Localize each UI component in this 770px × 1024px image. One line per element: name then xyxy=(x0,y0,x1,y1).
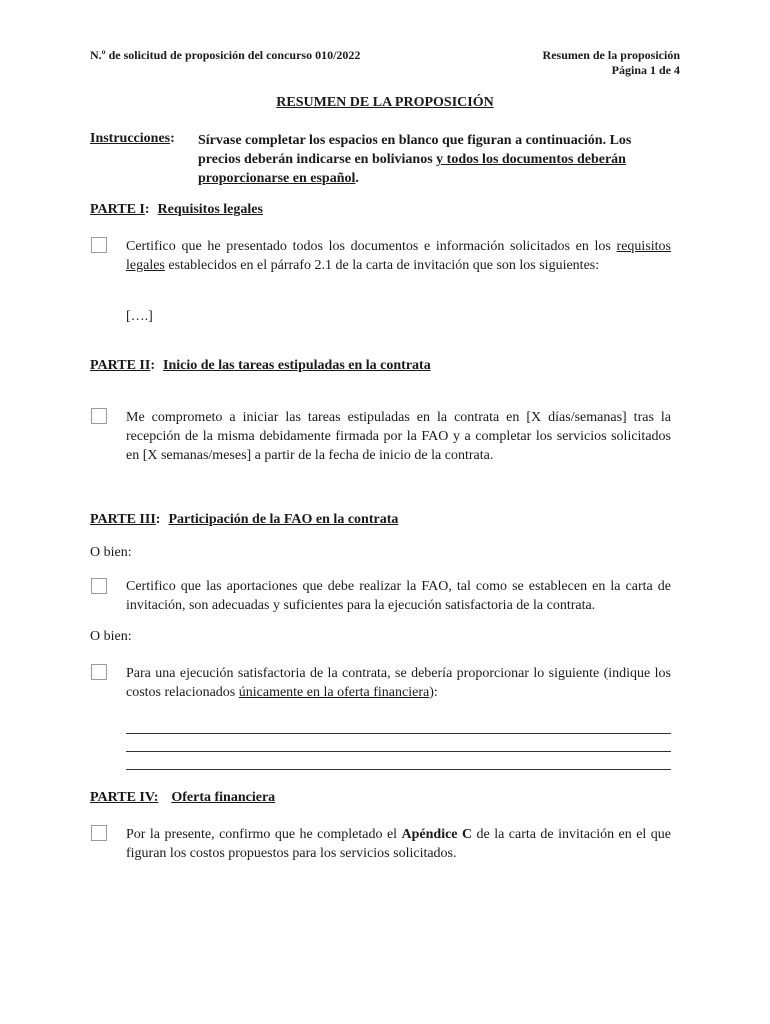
part3-title: Participación de la FAO en la contrata xyxy=(168,512,399,527)
part2-checkbox[interactable] xyxy=(91,408,107,424)
part4-paragraph xyxy=(126,825,671,863)
part4-heading xyxy=(90,790,275,806)
part1-checkbox[interactable] xyxy=(91,237,107,253)
part4-para-after: de la carta de invitación en el que figuran los costos propuestos para los servicios solicitados. xyxy=(126,827,671,861)
page-title: RESUMEN DE LA PROPOSICIÓN xyxy=(276,95,494,110)
part1-para-after: establecidos en el párrafo 2.1 de la carta de invitación que son los siguientes: xyxy=(164,258,600,273)
part3-option1-text: Certifico que las aportaciones que debe realizar la FAO, tal como se establecen en la carta de invitación, son adecuadas y suficientes para la ejecución satisfactoria de la contrata. xyxy=(126,579,671,613)
part3-heading xyxy=(90,512,398,528)
part3-financial-offer-link: únicamente en la oferta financiera xyxy=(238,685,430,700)
part2-paragraph: Me comprometo a iniciar las tareas estipuladas en la contrata en [X días/semanas] tras la recepción de la misma debidamente firmada por la FAO y a completar los servicios solicitados en [X semanas/meses] a partir de la fecha de inicio de la contrata. xyxy=(126,410,671,463)
part2-colon: : xyxy=(150,358,155,373)
part4-appendix-c: Apéndice C xyxy=(401,827,473,842)
instructions-label-text: Instrucciones xyxy=(90,131,171,146)
instructions-text xyxy=(198,131,673,188)
part1-ellipsis: [….] xyxy=(126,309,153,324)
part1-paragraph xyxy=(126,237,671,275)
part3-option2-after: ): xyxy=(429,685,438,700)
instructions-label xyxy=(90,131,175,147)
part3-option1-checkbox[interactable] xyxy=(91,578,107,594)
part3-or-label-1: O bien: xyxy=(90,545,132,560)
part3-or-label-2: O bien: xyxy=(90,629,132,644)
part3-option2-checkbox[interactable] xyxy=(91,664,107,680)
header-page-number: Página 1 de 4 xyxy=(611,63,680,77)
part4-para-before: Por la presente, confirmo que he completado el xyxy=(126,827,402,842)
part3-colon: : xyxy=(155,512,161,527)
part1-para-before: Certifico que he presentado todos los documentos e información solicitados en los xyxy=(126,239,617,254)
part1-heading xyxy=(90,202,263,218)
header-right xyxy=(543,48,680,78)
part3-label: PARTE III xyxy=(90,512,156,527)
instructions-text-plain: Sírvase completar los espacios en blanco que figuran a continuación. Los precios deberán indicarse en bolivianos xyxy=(198,133,632,167)
part3-option2-text xyxy=(126,664,671,702)
part2-title: Inicio de las tareas estipuladas en la contrata xyxy=(163,358,431,373)
instructions-text-end: . xyxy=(355,171,359,186)
part4-label: PARTE IV: xyxy=(90,790,159,805)
part1-label: PARTE I xyxy=(90,202,145,217)
part4-checkbox[interactable] xyxy=(91,825,107,841)
instructions-colon: : xyxy=(170,131,175,146)
instructions-text-underlined: y todos los documentos deberán proporcionarse en español xyxy=(198,152,626,186)
part3-option2-before: Para una ejecución satisfactoria de la contrata, se debería proporcionar lo siguiente (indique los costos relacionados xyxy=(126,666,671,700)
blank-line-2[interactable] xyxy=(126,751,671,752)
part1-colon: : xyxy=(144,202,150,217)
part2-label: PARTE II xyxy=(90,358,151,373)
part1-title: Requisitos legales xyxy=(157,202,263,217)
header-summary-label: Resumen de la proposición xyxy=(542,48,680,62)
part1-legal-requirements-link: requisitos legales xyxy=(126,239,671,273)
blank-line-1[interactable] xyxy=(126,733,671,734)
blank-line-3[interactable] xyxy=(126,769,671,770)
part4-title: Oferta financiera xyxy=(171,790,276,805)
part2-heading xyxy=(90,358,431,374)
header-request-number: N.º de solicitud de proposición del concurso 010/2022 xyxy=(90,48,361,62)
